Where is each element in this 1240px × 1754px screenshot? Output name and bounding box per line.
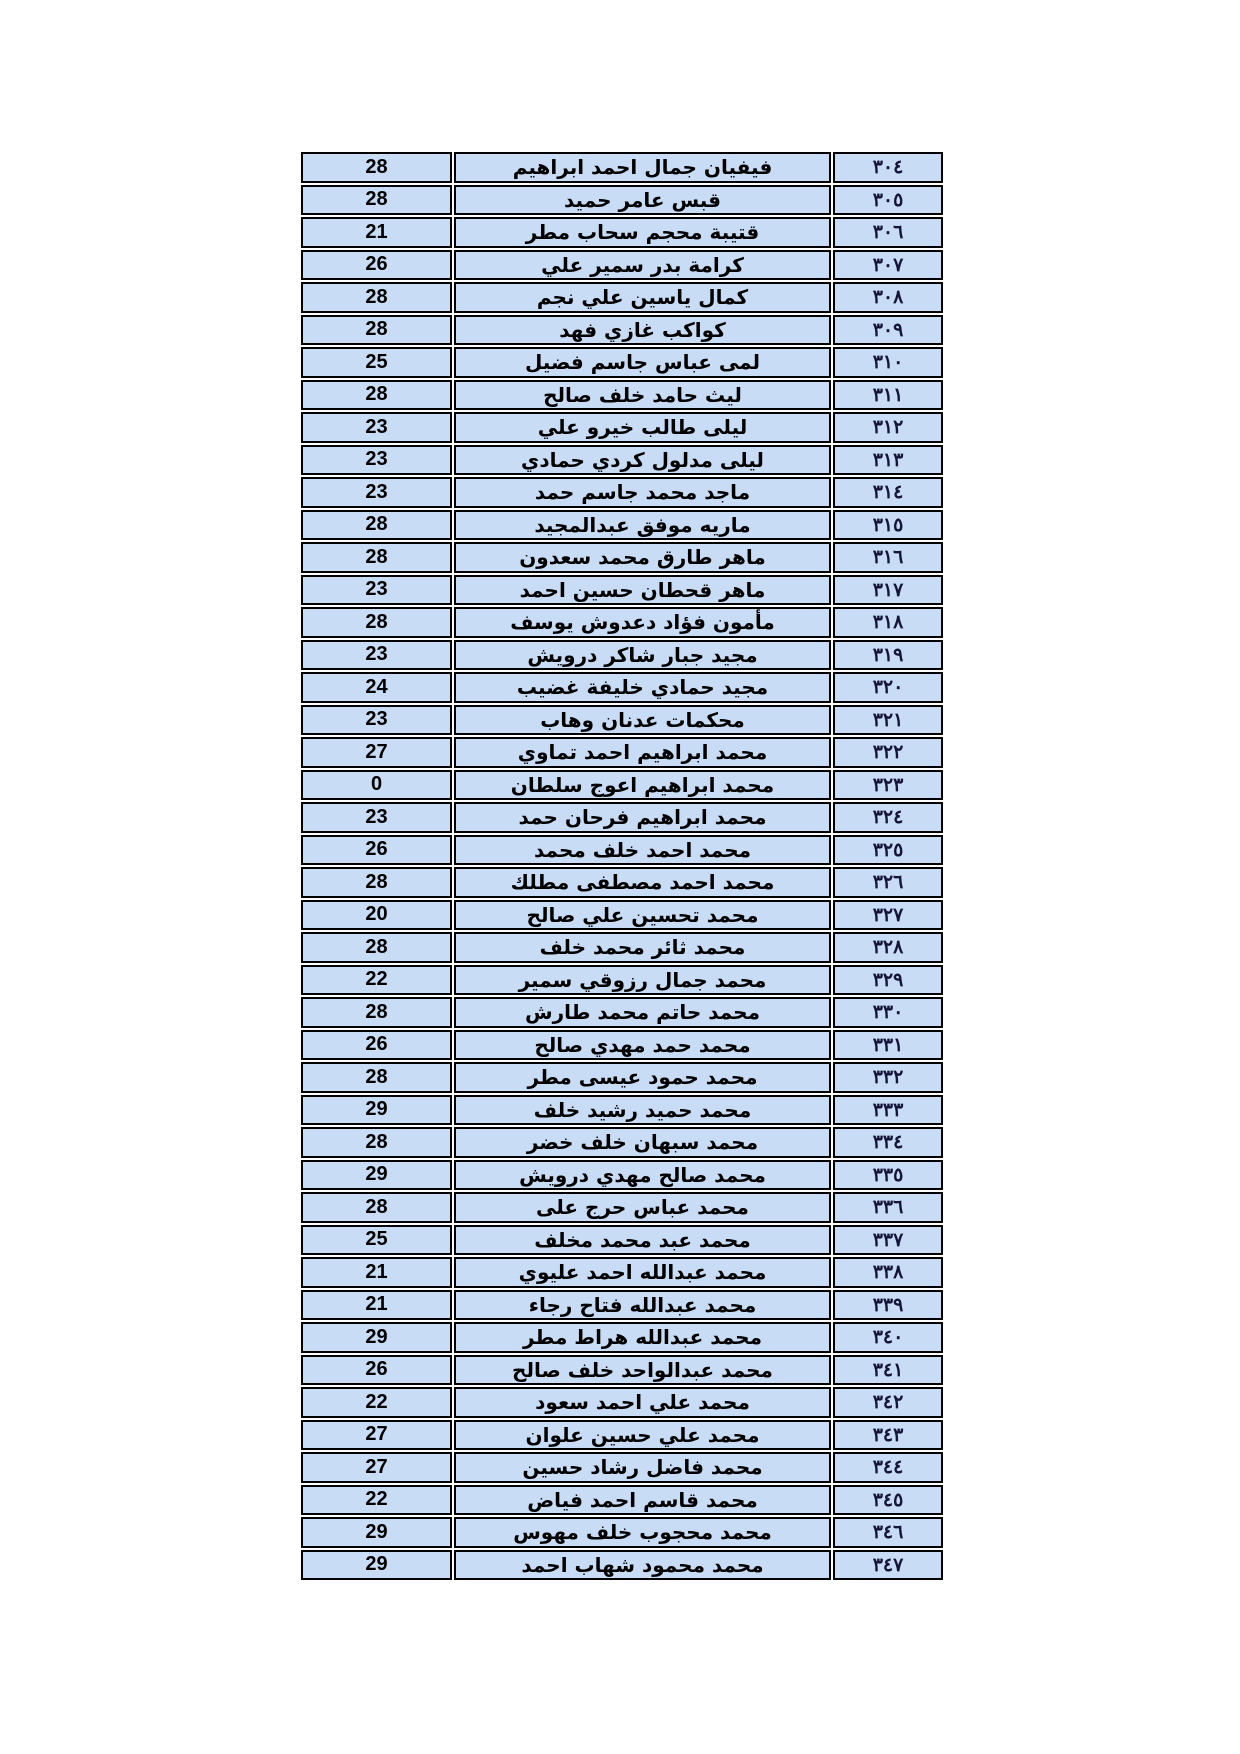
table-row	[301, 445, 943, 476]
serial-number-cell: ٣٢٥	[833, 835, 943, 866]
student-name-cell: محمد قاسم احمد فياض	[454, 1485, 831, 1516]
student-name-cell: محمد علي احمد سعود	[454, 1387, 831, 1418]
table-row	[301, 1127, 943, 1158]
score-cell: 26	[301, 835, 452, 866]
score-cell: 26	[301, 250, 452, 281]
serial-number-cell: ٣٣٩	[833, 1290, 943, 1321]
student-name-cell: محمد محجوب خلف مهوس	[454, 1517, 831, 1548]
score-cell: 23	[301, 412, 452, 443]
table-row	[301, 672, 943, 703]
table-row	[301, 217, 943, 248]
serial-number-cell: ٣٠٦	[833, 217, 943, 248]
table-row	[301, 1550, 943, 1581]
table-row	[301, 802, 943, 833]
score-cell: 22	[301, 1485, 452, 1516]
serial-number-cell: ٣١٠	[833, 347, 943, 378]
student-name-cell: محمد علي حسين علوان	[454, 1420, 831, 1451]
score-cell: 22	[301, 1387, 452, 1418]
score-cell: 27	[301, 1420, 452, 1451]
student-name-cell: محمد عبد محمد مخلف	[454, 1225, 831, 1256]
student-name-cell: مجيد حمادي خليفة غضيب	[454, 672, 831, 703]
student-name-cell: ليلى طالب خيرو علي	[454, 412, 831, 443]
score-cell: 21	[301, 1257, 452, 1288]
serial-number-cell: ٣١٤	[833, 477, 943, 508]
table-row	[301, 770, 943, 801]
score-cell: 23	[301, 705, 452, 736]
score-cell: 23	[301, 445, 452, 476]
student-name-cell: محمد عبدالواحد خلف صالح	[454, 1355, 831, 1386]
score-cell: 28	[301, 542, 452, 573]
serial-number-cell: ٣٤١	[833, 1355, 943, 1386]
score-cell: 23	[301, 640, 452, 671]
table-row	[301, 965, 943, 996]
table-row	[301, 315, 943, 346]
score-cell: 26	[301, 1030, 452, 1061]
serial-number-cell: ٣٢٧	[833, 900, 943, 931]
table-row	[301, 1485, 943, 1516]
score-cell: 28	[301, 380, 452, 411]
student-name-cell: ماهر طارق محمد سعدون	[454, 542, 831, 573]
serial-number-cell: ٣٤٠	[833, 1322, 943, 1353]
serial-number-cell: ٣٣١	[833, 1030, 943, 1061]
student-name-cell: محمد فاضل رشاد حسين	[454, 1452, 831, 1483]
serial-number-cell: ٣٠٨	[833, 282, 943, 313]
student-name-cell: مجيد جبار شاكر درويش	[454, 640, 831, 671]
table-row	[301, 510, 943, 541]
table-row	[301, 1517, 943, 1548]
student-name-cell: محمد عبدالله فتاح رجاء	[454, 1290, 831, 1321]
student-name-cell: محمد عباس حرج على	[454, 1192, 831, 1223]
serial-number-cell: ٣٣٤	[833, 1127, 943, 1158]
score-cell: 25	[301, 347, 452, 378]
student-name-cell: محمد ابراهيم فرحان حمد	[454, 802, 831, 833]
serial-number-cell: ٣٣٢	[833, 1062, 943, 1093]
student-name-cell: ماجد محمد جاسم حمد	[454, 477, 831, 508]
student-name-cell: مأمون فؤاد دعدوش يوسف	[454, 607, 831, 638]
score-cell: 28	[301, 932, 452, 963]
serial-number-cell: ٣١٦	[833, 542, 943, 573]
table-row	[301, 542, 943, 573]
students-table-body	[301, 152, 943, 1580]
student-name-cell: قبس عامر حميد	[454, 185, 831, 216]
score-cell: 28	[301, 1192, 452, 1223]
student-name-cell: محمد محمود شهاب احمد	[454, 1550, 831, 1581]
score-cell: 29	[301, 1322, 452, 1353]
student-name-cell: محمد حميد رشيد خلف	[454, 1095, 831, 1126]
serial-number-cell: ٣١١	[833, 380, 943, 411]
table-row	[301, 347, 943, 378]
student-name-cell: محمد سبهان خلف خضر	[454, 1127, 831, 1158]
score-cell: 29	[301, 1160, 452, 1191]
table-row	[301, 1095, 943, 1126]
serial-number-cell: ٣٠٤	[833, 152, 943, 183]
table-row	[301, 1420, 943, 1451]
serial-number-cell: ٣٣٥	[833, 1160, 943, 1191]
student-name-cell: كرامة بدر سمير علي	[454, 250, 831, 281]
table-row	[301, 737, 943, 768]
score-cell: 24	[301, 672, 452, 703]
serial-number-cell: ٣١٣	[833, 445, 943, 476]
score-cell: 28	[301, 315, 452, 346]
serial-number-cell: ٣٢٤	[833, 802, 943, 833]
student-name-cell: ليلى مدلول كردي حمادي	[454, 445, 831, 476]
table-row	[301, 380, 943, 411]
serial-number-cell: ٣٢٣	[833, 770, 943, 801]
student-name-cell: محمد عبدالله هراط مطر	[454, 1322, 831, 1353]
table-row	[301, 282, 943, 313]
table-row	[301, 932, 943, 963]
serial-number-cell: ٣٣٣	[833, 1095, 943, 1126]
table-row	[301, 1257, 943, 1288]
student-name-cell: محمد احمد خلف محمد	[454, 835, 831, 866]
student-name-cell: ماهر قحطان حسين احمد	[454, 575, 831, 606]
serial-number-cell: ٣٤٤	[833, 1452, 943, 1483]
score-cell: 22	[301, 965, 452, 996]
student-name-cell: محمد احمد مصطفى مطلك	[454, 867, 831, 898]
score-cell: 25	[301, 1225, 452, 1256]
serial-number-cell: ٣٠٧	[833, 250, 943, 281]
serial-number-cell: ٣٢١	[833, 705, 943, 736]
student-name-cell: محمد ابراهيم احمد تماوي	[454, 737, 831, 768]
table-row	[301, 1387, 943, 1418]
score-cell: 23	[301, 802, 452, 833]
serial-number-cell: ٣٠٥	[833, 185, 943, 216]
table-row	[301, 1225, 943, 1256]
table-row	[301, 1192, 943, 1223]
serial-number-cell: ٣٠٩	[833, 315, 943, 346]
table-row	[301, 1290, 943, 1321]
student-name-cell: لمى عباس جاسم فضيل	[454, 347, 831, 378]
table-row	[301, 477, 943, 508]
student-name-cell: محمد عبدالله احمد عليوي	[454, 1257, 831, 1288]
serial-number-cell: ٣٣٠	[833, 997, 943, 1028]
serial-number-cell: ٣٤٧	[833, 1550, 943, 1581]
student-name-cell: قتيبة محجم سحاب مطر	[454, 217, 831, 248]
student-name-cell: فيفيان جمال احمد ابراهيم	[454, 152, 831, 183]
table-row	[301, 1355, 943, 1386]
score-cell: 20	[301, 900, 452, 931]
student-name-cell: محكمات عدنان وهاب	[454, 705, 831, 736]
table-row	[301, 412, 943, 443]
student-name-cell: ماريه موفق عبدالمجيد	[454, 510, 831, 541]
serial-number-cell: ٣٢٦	[833, 867, 943, 898]
table-row	[301, 997, 943, 1028]
score-cell: 28	[301, 152, 452, 183]
table-row	[301, 1062, 943, 1093]
table-row	[301, 1030, 943, 1061]
table-row	[301, 867, 943, 898]
serial-number-cell: ٣٢٠	[833, 672, 943, 703]
serial-number-cell: ٣٢٢	[833, 737, 943, 768]
table-row	[301, 607, 943, 638]
score-cell: 28	[301, 185, 452, 216]
table-row	[301, 835, 943, 866]
score-cell: 29	[301, 1517, 452, 1548]
score-cell: 23	[301, 477, 452, 508]
score-cell: 23	[301, 575, 452, 606]
score-cell: 21	[301, 217, 452, 248]
student-name-cell: محمد صالح مهدي درويش	[454, 1160, 831, 1191]
serial-number-cell: ٣٤٢	[833, 1387, 943, 1418]
student-name-cell: محمد ثائر محمد خلف	[454, 932, 831, 963]
student-name-cell: محمد حمد مهدي صالح	[454, 1030, 831, 1061]
score-cell: 28	[301, 1127, 452, 1158]
score-cell: 28	[301, 607, 452, 638]
table-row	[301, 1452, 943, 1483]
table-row	[301, 705, 943, 736]
serial-number-cell: ٣٤٥	[833, 1485, 943, 1516]
table-row	[301, 575, 943, 606]
serial-number-cell: ٣١٧	[833, 575, 943, 606]
score-cell: 21	[301, 1290, 452, 1321]
score-cell: 28	[301, 867, 452, 898]
table-row	[301, 640, 943, 671]
score-cell: 27	[301, 737, 452, 768]
serial-number-cell: ٣٣٧	[833, 1225, 943, 1256]
serial-number-cell: ٣١٨	[833, 607, 943, 638]
serial-number-cell: ٣١٥	[833, 510, 943, 541]
score-cell: 28	[301, 1062, 452, 1093]
table-row	[301, 152, 943, 183]
table-row	[301, 1160, 943, 1191]
student-name-cell: ليث حامد خلف صالح	[454, 380, 831, 411]
student-name-cell: محمد حمود عيسى مطر	[454, 1062, 831, 1093]
score-cell: 27	[301, 1452, 452, 1483]
table-row	[301, 250, 943, 281]
student-name-cell: كواكب غازي فهد	[454, 315, 831, 346]
table-row	[301, 185, 943, 216]
serial-number-cell: ٣٢٩	[833, 965, 943, 996]
serial-number-cell: ٣٤٦	[833, 1517, 943, 1548]
student-name-cell: محمد حاتم محمد طارش	[454, 997, 831, 1028]
table-row	[301, 1322, 943, 1353]
score-cell: 29	[301, 1095, 452, 1126]
students-table	[299, 150, 945, 1582]
serial-number-cell: ٣٢٨	[833, 932, 943, 963]
serial-number-cell: ٣٤٣	[833, 1420, 943, 1451]
score-cell: 26	[301, 1355, 452, 1386]
score-cell: 28	[301, 510, 452, 541]
score-cell: 28	[301, 282, 452, 313]
serial-number-cell: ٣١٢	[833, 412, 943, 443]
serial-number-cell: ٣٣٦	[833, 1192, 943, 1223]
student-name-cell: محمد تحسين علي صالح	[454, 900, 831, 931]
student-name-cell: محمد جمال رزوقي سمير	[454, 965, 831, 996]
serial-number-cell: ٣٣٨	[833, 1257, 943, 1288]
score-cell: 28	[301, 997, 452, 1028]
student-name-cell: محمد ابراهيم اعوج سلطان	[454, 770, 831, 801]
score-cell: 0	[301, 770, 452, 801]
score-cell: 29	[301, 1550, 452, 1581]
table-row	[301, 900, 943, 931]
serial-number-cell: ٣١٩	[833, 640, 943, 671]
student-name-cell: كمال ياسين علي نجم	[454, 282, 831, 313]
